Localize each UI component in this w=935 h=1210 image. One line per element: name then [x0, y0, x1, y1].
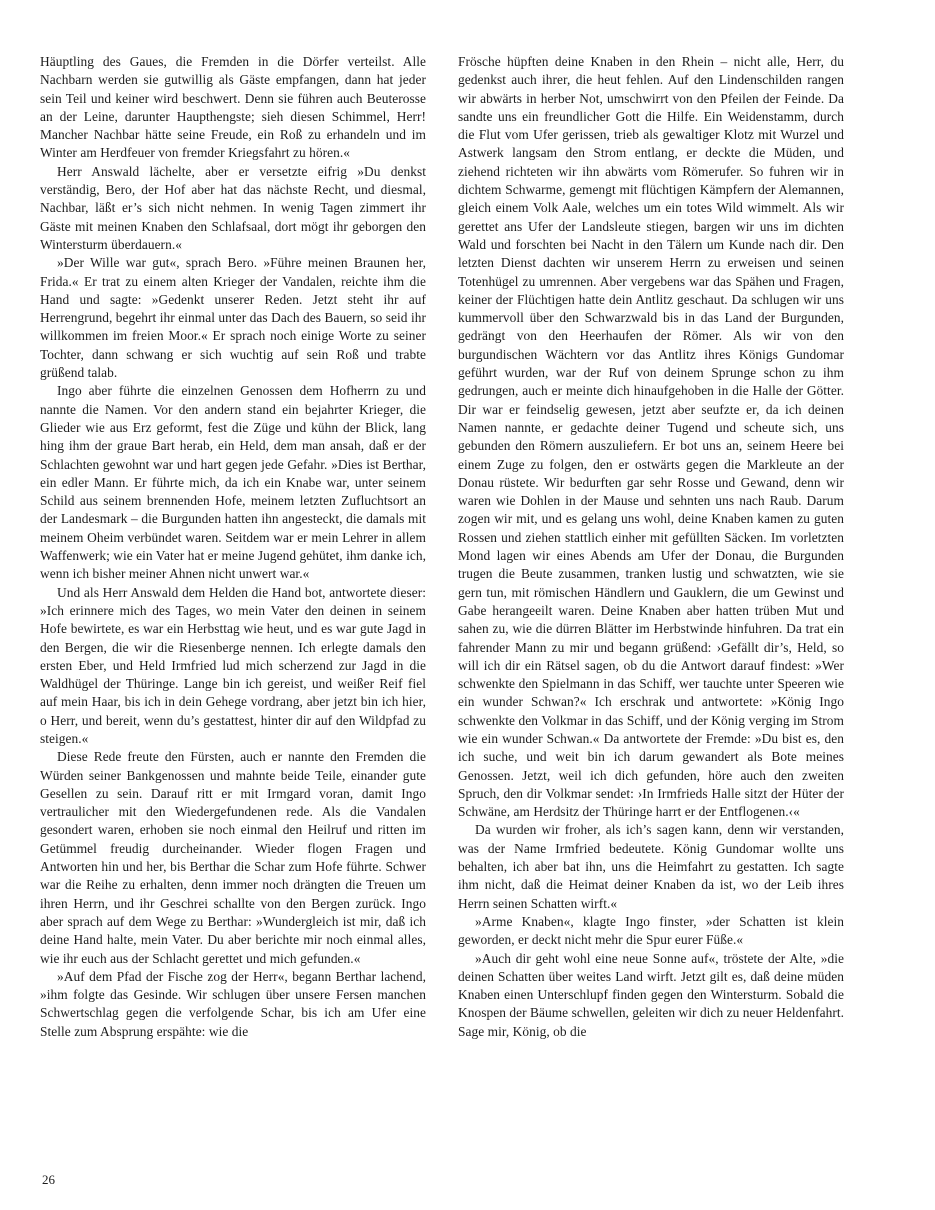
paragraph: Ingo aber führte die einzelnen Genossen dem Hofherrn zu und nannte die Namen. Vor den andern stand ein bejahrter Krieger, die Glieder wie aus Erz geformt, fest die Züge und kühn der Blick, lang hing ihm der graue Bart herab, ein Held, dem man ansah, daß er der Schlachten gewohnt war und hart gegen jede Gefahr. »Dies ist Berthar, ein edler Mann. Er führte mich, da ich ein Knabe war, unter seinem Schild aus seinem brennenden Hofe, meinem letzten Zufluchtsort an der Landesmark – die Burgunden hatten ihn angesteckt, die damals mit meinem Oheim verbündet waren. Seitdem war er mein Lehrer in allem Waffenwerk; wie ein Vater hat er meine Jugend gehütet, ihm danke ich, wenn ich bisher meiner Ahnen nicht unwert war.« — [40, 383, 426, 582]
paragraph: »Auch dir geht wohl eine neue Sonne auf«, tröstete der Alte, »die deinen Schatten über weites Land wirft. Jetzt gilt es, daß deine müden Knaben einen Unterschlupf finden gegen den Wintersturm. Sobald die Knospen der Bäume schwellen, geleiten wir dich zu neuer Heldenfahrt. Sage mir, König, ob die — [458, 950, 844, 1039]
paragraph: Diese Rede freute den Fürsten, auch er nannte den Fremden die Würden seiner Bankgenossen und mahnte beide Teile, einander gute Gesellen zu sein. Darauf ritt er mit Irmgard voran, damit Ingo vertraulicher mit den Wiedergefundenen rede. Als die Vandalen gesondert waren, erhoben sie noch einmal den Heilruf und ritten im Getümmel freudig durcheinander. Wieder flogen Fragen und Antworten hin und her, bis Berthar die Schar zum Hofe führte. Schwer war die Reihe zu erhalten, denn immer noch drängten die Treuen um ihren Herrn, und ihr Geschrei schallte von den Bergen zurück. Ingo aber sprach auf dem Wege zu Berthar: »Wundergleich ist mir, daß ich deine Hand halte, mein Vater. Du aber berichte mir noch einmal alles, wie ihr euch aus der Schlacht gerettet und mich gefunden.« — [40, 749, 426, 966]
paragraph: Und als Herr Answald dem Helden die Hand bot, antwortete dieser: »Ich erinnere mich des Tages, wo mein Vater den deinen in seinem Hofe bewirtete, es war ein Herbsttag wie heut, und es war gute Jagd in den Bergen, die wir die Riesenberge nennen. Ich erlegte damals den ersten Eber, und Held Irmfried lud mich scherzend zur Jagd in die Waldhügel der Thüringe. Lange bin ich gereist, und weißer Reif fiel auf mein Haar, bis ich in dein Gehege vordrang, aber jetzt bin ich hier, o Herr, und bereit, wenn du’s gestattest, hinter dir auf den Wildpfad zu steigen.« — [40, 584, 426, 746]
paragraph: Frösche hüpften deine Knaben in den Rhein – nicht alle, Herr, du gedenkst auch ihrer, die heut fehlen. Auf den Lindenschilden rangen wir abwärts in herber Not, umschwirrt von den Pfeilen der Feinde. Da sandte uns ein freundlicher Gott die Hilfe. Ein Weidenstamm, durch die Flut vom Ufer gerissen, trieb als gewaltiger Klotz mit Wurzel und Astwerk langsam den Strom entlang, er deckte die Müden, und ziehend richteten wir ihn abwärts vom Römerufer. So fuhren wir in dichtem Schwarme, gemengt mit flüchtigen Kämpfern der Alemannen, gleich einem Volk Aale, welches um ein totes Wild wimmelt. Als wir gerettet ans Ufer der Landsleute stiegen, bargen wir uns im dichten Wald und forschten bei Nacht in den Tälern um Kunde nach dir. Den letzten Dienst dachten wir unserem Herrn zu erweisen und seinen Totenhügel zu umrennen. Aber vergebens war das Spähen und Fragen, keiner der Flüchtigen hatte dein Antlitz geschaut. Da schlugen wir uns kummervoll über den Schwarzwald bis in das Land der Burgunden, gedrängt von den Heerhaufen der Römer. Als wir von den burgundischen Wächtern vor das Antlitz ihres Königs Gundomar geführt wurden, war der Ruf von deinem Sprunge schon zu ihm gedrungen, auch er meinte dich hinaufgehoben in die Halle der Götter. Dir war er feindselig gewesen, jetzt aber seufzte er, da ich deinen Namen nannte, er gedachte deiner Tugend und scheute sich, uns gebunden den Römern auszuliefern. Er bot uns an, seinem Heere bei einem Zuge zu folgen, den er ostwärts gegen die Markleute an der Donau rüstete. Wir bedurften gar sehr Rosse und Gewand, denn wir waren wie Dohlen in der Mause und sehnten uns nach Raub. Darum zogen wir mit, und es gelang uns wohl, deine Knaben kamen zu guten Rossen und ziehen stattlich einher mit gefüllten Säcken. Im vorletzten Mond lagen wir eines Abends am Ufer der Donau, die Burgunden trugen die Beute zusammen, tranken lustig und schwatzten, wie sie gern tun, mit römischen Händlern und Gauklern, die um Gewinst und Gabe herangeeilt waren. Deine Knaben aber hatten trüben Mut und sahen zu, wie die dürren Blätter im Herbstwinde hinfuhren. Da trat ein fahrender Mann zu mir und begann grüßend: ›Gefällt dir’s, Held, so will ich dir ein Rätsel sagen, ob du die Antwort darauf findest: »Wer schwenkte den Spielmann in das Schiff, wer tauchte unter Speeren wie ein wunder Schwan?« Ich erschrak und antwortete: »König Ingo schwenkte den Volkmar in das Schiff, und der König verging im Strom wie ein wunder Schwan.« Da antwortete der Fremde: »Du bist es, den ich suche, und weit bin ich darum gewandert als Bote meines Genossen. Jetzt, weil ich dich gefunden, höre auch den zweiten Spruch, den dir Volkmar sendet: ›In Irmfrieds Halle sitzt der Hüter der Schwäne, am Herdsitz der Thüringe harrt er der Entflogenen.‹« — [458, 54, 844, 820]
paragraph: »Auf dem Pfad der Fische zog der Herr«, begann Berthar lachend, »ihm folgte das Gesinde. Wir schlugen über unsere Fersen manchen Schwertschlag gegen die verfolgende Schar, bis ich am Ufer eine Stelle zum Absprung erspähte: wie die — [40, 968, 426, 1039]
left-column — [40, 53, 426, 1165]
right-column — [458, 53, 844, 1165]
paragraph: »Der Wille war gut«, sprach Bero. »Führe meinen Braunen her, Frida.« Er trat zu einem alten Krieger der Vandalen, reichte ihm die Hand und sagte: »Gedenkt unserer Reden. Jetzt steht ihr auf Herrengrund, begehrt ihr einmal unter das Dach des Bauern, so seid ihr willkommen im freien Moor.« Er sprach noch einige Worte zu seiner Tochter, dann schwang er sich wuchtig auf sein Roß und trabte grüßend talab. — [40, 255, 426, 381]
page-number: 26 — [42, 1172, 55, 1187]
paragraph: Häuptling des Gaues, die Fremden in die Dörfer verteilst. Alle Nachbarn werden sie gutwillig als Gäste empfangen, dann hat jeder sein Teil und keiner wird beschwert. Denn sie führen auch Beuterosse an der Leine, darunter Haupthengste; sieh diesen Schimmel, Herr! Mancher Nachbar hätte seine Freude, ein Roß zu erhandeln und im Winter am Herdfeuer von fremder Kriegsfahrt zu hören.« — [40, 54, 426, 161]
paragraph: Da wurden wir froher, als ich’s sagen kann, denn wir verstanden, was der Name Irmfried bedeutete. König Gundomar wollte uns behalten, ich aber bat ihn, uns die Heimfahrt zu gestatten. Ich sagte ihm nicht, daß die Heimat deiner Knaben da ist, wo der Leib ihres Herrn seinen Schatten wirft.« — [458, 822, 844, 911]
paragraph: Herr Answald lächelte, aber er versetzte eifrig »Du denkst verständig, Bero, der Hof aber hat das nächste Recht, und diesmal, Nachbar, läßt er’s sich nicht nehmen. In wenig Tagen zimmert ihr Gäste mit meinen Knaben den Schlafsaal, dort mögt ihr geborgen den Wintersturm überdauern.« — [40, 163, 426, 252]
paragraph: »Arme Knaben«, klagte Ingo finster, »der Schatten ist klein geworden, er deckt nicht mehr die Spur eurer Füße.« — [458, 913, 844, 948]
